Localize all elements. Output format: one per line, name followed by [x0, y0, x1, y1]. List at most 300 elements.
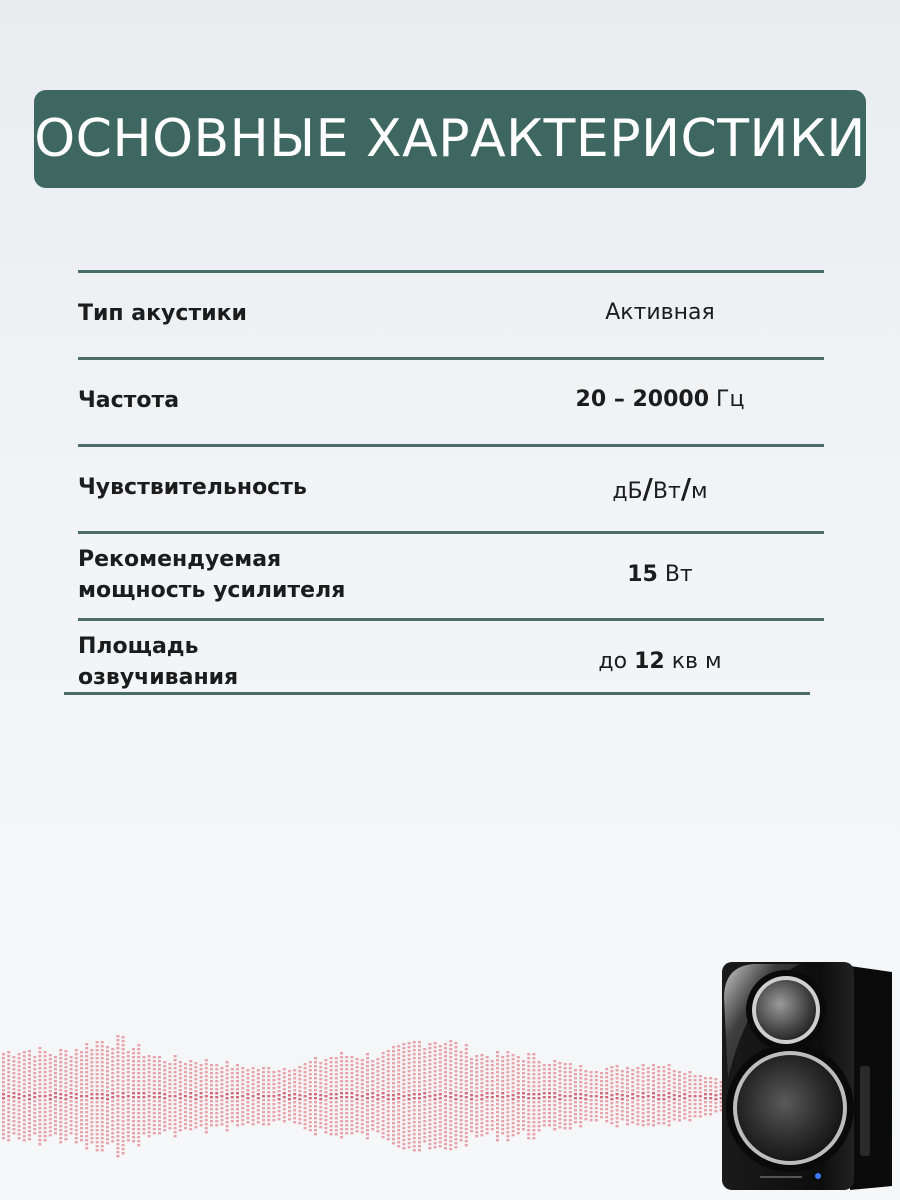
wave-dot	[673, 1082, 676, 1084]
wave-bar	[496, 1051, 499, 1141]
wave-dot	[434, 1122, 437, 1124]
wave-dot	[527, 1137, 530, 1139]
wave-dot	[662, 1070, 665, 1072]
wave-dot	[153, 1068, 156, 1070]
wave-dot	[210, 1072, 213, 1074]
wave-dot	[413, 1073, 416, 1075]
wave-dot	[382, 1072, 385, 1074]
wave-dot	[475, 1087, 478, 1089]
wave-dot	[236, 1096, 239, 1098]
wave-bar	[501, 1056, 504, 1134]
wave-dot	[532, 1053, 535, 1055]
wave-bar	[605, 1068, 608, 1122]
wave-dot	[413, 1085, 416, 1087]
wave-dot	[657, 1074, 660, 1076]
wave-dot	[340, 1056, 343, 1058]
wave-dot	[496, 1107, 499, 1109]
wave-dot	[267, 1095, 270, 1097]
wave-dot	[122, 1036, 125, 1038]
wave-dot	[428, 1139, 431, 1141]
wave-dot	[314, 1057, 317, 1059]
wave-dot	[376, 1126, 379, 1128]
wave-dot	[158, 1112, 161, 1114]
wave-dot	[205, 1071, 208, 1073]
wave-dot	[64, 1130, 67, 1132]
wave-dot	[132, 1048, 135, 1050]
wave-dot	[257, 1097, 260, 1099]
wave-dot	[402, 1051, 405, 1053]
wave-dot	[652, 1064, 655, 1066]
wave-dot	[506, 1091, 509, 1093]
wave-dot	[465, 1060, 468, 1062]
spec-value	[548, 472, 772, 505]
wave-dot	[7, 1063, 10, 1065]
wave-dot	[382, 1068, 385, 1070]
wave-dot	[668, 1100, 671, 1102]
wave-dot	[699, 1115, 702, 1117]
wave-dot	[283, 1112, 286, 1114]
wave-dot	[512, 1074, 515, 1076]
wave-dot	[382, 1060, 385, 1062]
wave-dot	[330, 1113, 333, 1115]
wave-dot	[278, 1094, 281, 1096]
wave-dot	[361, 1127, 364, 1129]
wave-dot	[7, 1107, 10, 1109]
wave-dot	[319, 1106, 322, 1108]
wave-bar	[449, 1040, 452, 1150]
wave-dot	[153, 1056, 156, 1058]
wave-dot	[376, 1122, 379, 1124]
wave-dot	[49, 1078, 52, 1080]
wave-dot	[449, 1140, 452, 1142]
wave-dot	[70, 1092, 73, 1094]
wave-dot	[527, 1133, 530, 1135]
wave-bar	[49, 1054, 52, 1136]
wave-dot	[226, 1125, 229, 1127]
wave-dot	[33, 1124, 36, 1126]
wave-dot	[444, 1135, 447, 1137]
wave-dot	[506, 1083, 509, 1085]
wave-dot	[709, 1077, 712, 1079]
wave-dot	[361, 1091, 364, 1093]
wave-dot	[626, 1083, 629, 1085]
wave-dot	[569, 1099, 572, 1101]
wave-dot	[418, 1133, 421, 1135]
wave-dot	[116, 1115, 119, 1117]
wave-dot	[480, 1118, 483, 1120]
wave-dot	[252, 1123, 255, 1125]
wave-dot	[231, 1084, 234, 1086]
wave-dot	[23, 1063, 26, 1065]
wave-dot	[262, 1099, 265, 1101]
spec-row-area	[78, 631, 838, 695]
wave-dot	[90, 1065, 93, 1067]
wave-dot	[288, 1110, 291, 1112]
wave-dot	[38, 1099, 41, 1101]
wave-dot	[122, 1124, 125, 1126]
wave-dot	[631, 1097, 634, 1099]
wave-dot	[444, 1083, 447, 1085]
wave-dot	[506, 1103, 509, 1105]
wave-dot	[44, 1127, 47, 1129]
wave-dot	[122, 1052, 125, 1054]
wave-dot	[480, 1086, 483, 1088]
wave-bar	[314, 1057, 317, 1135]
wave-dot	[486, 1124, 489, 1126]
wave-dot	[272, 1091, 275, 1093]
wave-dot	[38, 1087, 41, 1089]
wave-dot	[314, 1113, 317, 1115]
wave-dot	[96, 1129, 99, 1131]
wave-dot	[387, 1130, 390, 1132]
wave-dot	[38, 1051, 41, 1053]
wave-dot	[335, 1061, 338, 1063]
wave-dot	[506, 1055, 509, 1057]
wave-dot	[283, 1088, 286, 1090]
wave-dot	[64, 1058, 67, 1060]
wave-dot	[319, 1122, 322, 1124]
wave-dot	[387, 1114, 390, 1116]
wave-dot	[319, 1110, 322, 1112]
wave-dot	[496, 1103, 499, 1105]
wave-dot	[449, 1040, 452, 1042]
wave-dot	[335, 1069, 338, 1071]
wave-dot	[584, 1098, 587, 1100]
wave-dot	[44, 1055, 47, 1057]
wave-dot	[657, 1090, 660, 1092]
wave-dot	[23, 1107, 26, 1109]
wave-dot	[652, 1096, 655, 1098]
wave-dot	[148, 1083, 151, 1085]
wave-dot	[38, 1127, 41, 1129]
wave-dot	[96, 1101, 99, 1103]
wave-dot	[413, 1097, 416, 1099]
wave-dot	[402, 1099, 405, 1101]
wave-dot	[475, 1095, 478, 1097]
wave-dot	[631, 1109, 634, 1111]
wave-dot	[28, 1078, 31, 1080]
wave-dot	[298, 1070, 301, 1072]
wave-dot	[413, 1149, 416, 1151]
wave-dot	[64, 1050, 67, 1052]
spec-value	[548, 562, 772, 587]
wave-dot	[168, 1115, 171, 1117]
spec-row-type	[78, 298, 838, 332]
speaker-brand-mark	[760, 1176, 802, 1178]
wave-dot	[59, 1077, 62, 1079]
wave-dot	[194, 1078, 197, 1080]
wave-dot	[220, 1123, 223, 1125]
wave-dot	[153, 1072, 156, 1074]
wave-dot	[423, 1072, 426, 1074]
wave-bar	[2, 1053, 5, 1139]
wave-dot	[7, 1051, 10, 1053]
wave-dot	[257, 1069, 260, 1071]
wave-dot	[501, 1076, 504, 1078]
wave-dot	[392, 1074, 395, 1076]
wave-dot	[80, 1099, 83, 1101]
wave-dot	[382, 1088, 385, 1090]
wave-dot	[522, 1124, 525, 1126]
wave-dot	[18, 1113, 21, 1115]
wave-dot	[324, 1095, 327, 1097]
wave-dot	[184, 1115, 187, 1117]
wave-dot	[49, 1074, 52, 1076]
wave-dot	[605, 1080, 608, 1082]
wave-dot	[241, 1083, 244, 1085]
wave-dot	[189, 1100, 192, 1102]
spec-label: Тип акустики	[78, 301, 247, 326]
wave-dot	[356, 1106, 359, 1108]
wave-dot	[569, 1091, 572, 1093]
wave-dot	[324, 1119, 327, 1121]
wave-dot	[631, 1121, 634, 1123]
wave-dot	[548, 1124, 551, 1126]
wave-dot	[408, 1134, 411, 1136]
wave-dot	[402, 1127, 405, 1129]
wave-dot	[454, 1118, 457, 1120]
wave-dot	[460, 1059, 463, 1061]
wave-dot	[626, 1091, 629, 1093]
wave-bar	[226, 1061, 229, 1131]
wave-dot	[522, 1108, 525, 1110]
wave-dot	[293, 1105, 296, 1107]
wave-dot	[18, 1081, 21, 1083]
wave-bar	[7, 1051, 10, 1141]
wave-dot	[226, 1089, 229, 1091]
wave-dot	[699, 1107, 702, 1109]
wave-dot	[75, 1121, 78, 1123]
wave-dot	[7, 1111, 10, 1113]
wave-dot	[163, 1069, 166, 1071]
wave-dot	[174, 1071, 177, 1073]
wave-dot	[85, 1079, 88, 1081]
wave-dot	[64, 1074, 67, 1076]
wave-dot	[111, 1092, 114, 1094]
wave-dot	[200, 1072, 203, 1074]
wave-dot	[59, 1117, 62, 1119]
wave-dot	[662, 1098, 665, 1100]
wave-dot	[309, 1077, 312, 1079]
wave-dot	[324, 1087, 327, 1089]
wave-dot	[142, 1100, 145, 1102]
wave-dot	[142, 1120, 145, 1122]
wave-dot	[96, 1133, 99, 1135]
wave-dot	[621, 1082, 624, 1084]
wave-dot	[200, 1076, 203, 1078]
wave-dot	[231, 1116, 234, 1118]
wave-dot	[662, 1106, 665, 1108]
wave-dot	[382, 1136, 385, 1138]
wave-dot	[231, 1092, 234, 1094]
wave-dot	[543, 1072, 546, 1074]
wave-dot	[2, 1105, 5, 1107]
wave-dot	[444, 1119, 447, 1121]
wave-dot	[158, 1080, 161, 1082]
wave-dot	[101, 1089, 104, 1091]
wave-dot	[75, 1133, 78, 1135]
wave-dot	[376, 1074, 379, 1076]
wave-dot	[668, 1120, 671, 1122]
wave-dot	[298, 1118, 301, 1120]
wave-dot	[486, 1092, 489, 1094]
wave-dot	[179, 1113, 182, 1115]
wave-dot	[668, 1084, 671, 1086]
wave-dot	[174, 1095, 177, 1097]
wave-dot	[189, 1080, 192, 1082]
wave-dot	[330, 1109, 333, 1111]
wave-dot	[127, 1071, 130, 1073]
wave-dot	[397, 1141, 400, 1143]
wave-dot	[501, 1096, 504, 1098]
wave-dot	[54, 1060, 57, 1062]
wave-dot	[366, 1057, 369, 1059]
wave-dot	[184, 1087, 187, 1089]
wave-dot	[278, 1118, 281, 1120]
wave-dot	[252, 1079, 255, 1081]
wave-dot	[18, 1105, 21, 1107]
wave-dot	[116, 1091, 119, 1093]
wave-dot	[652, 1112, 655, 1114]
wave-dot	[85, 1127, 88, 1129]
wave-dot	[179, 1065, 182, 1067]
wave-dot	[350, 1108, 353, 1110]
wave-dot	[465, 1112, 468, 1114]
wave-dot	[678, 1071, 681, 1073]
wave-bar	[44, 1051, 47, 1141]
wave-bar	[33, 1056, 36, 1134]
wave-dot	[90, 1109, 93, 1111]
wave-dot	[194, 1126, 197, 1128]
wave-dot	[96, 1049, 99, 1051]
wave-dot	[595, 1071, 598, 1073]
wave-dot	[324, 1103, 327, 1105]
wave-dot	[428, 1111, 431, 1113]
wave-dot	[179, 1101, 182, 1103]
wave-dot	[38, 1135, 41, 1137]
wave-bar	[309, 1061, 312, 1131]
wave-dot	[434, 1078, 437, 1080]
wave-dot	[23, 1131, 26, 1133]
wave-dot	[330, 1105, 333, 1107]
wave-dot	[70, 1132, 73, 1134]
wave-dot	[636, 1111, 639, 1113]
wave-dot	[59, 1073, 62, 1075]
wave-dot	[678, 1091, 681, 1093]
wave-dot	[345, 1104, 348, 1106]
wave-dot	[642, 1096, 645, 1098]
wave-dot	[220, 1099, 223, 1101]
spec-row-sensitivity	[78, 472, 838, 506]
wave-dot	[163, 1073, 166, 1075]
wave-dot	[194, 1114, 197, 1116]
wave-dot	[49, 1118, 52, 1120]
wave-dot	[569, 1119, 572, 1121]
wave-dot	[631, 1073, 634, 1075]
wave-dot	[564, 1087, 567, 1089]
wave-dot	[548, 1100, 551, 1102]
wave-dot	[200, 1068, 203, 1070]
wave-dot	[231, 1088, 234, 1090]
wave-dot	[330, 1061, 333, 1063]
wave-dot	[709, 1109, 712, 1111]
wave-dot	[434, 1146, 437, 1148]
wave-dot	[231, 1096, 234, 1098]
wave-dot	[90, 1117, 93, 1119]
wave-dot	[309, 1101, 312, 1103]
wave-dot	[122, 1096, 125, 1098]
wave-bar	[532, 1053, 535, 1139]
wave-dot	[80, 1123, 83, 1125]
wave-dot	[148, 1071, 151, 1073]
wave-dot	[480, 1134, 483, 1136]
wave-dot	[356, 1102, 359, 1104]
wave-dot	[28, 1106, 31, 1108]
wave-dot	[309, 1113, 312, 1115]
wave-dot	[527, 1113, 530, 1115]
wave-dot	[413, 1093, 416, 1095]
wave-dot	[272, 1119, 275, 1121]
wave-dot	[449, 1068, 452, 1070]
wave-dot	[288, 1090, 291, 1092]
wave-dot	[49, 1086, 52, 1088]
wave-dot	[23, 1115, 26, 1117]
wave-dot	[137, 1104, 140, 1106]
wave-dot	[174, 1083, 177, 1085]
wave-bar	[465, 1044, 468, 1146]
wave-dot	[418, 1041, 421, 1043]
wave-dot	[402, 1095, 405, 1097]
wave-dot	[605, 1092, 608, 1094]
wave-dot	[106, 1078, 109, 1080]
wave-dot	[49, 1102, 52, 1104]
wave-dot	[454, 1078, 457, 1080]
wave-dot	[512, 1106, 515, 1108]
wave-bar	[584, 1070, 587, 1120]
wave-dot	[662, 1074, 665, 1076]
wave-dot	[2, 1061, 5, 1063]
wave-dot	[252, 1083, 255, 1085]
wave-dot	[122, 1040, 125, 1042]
wave-dot	[101, 1141, 104, 1143]
wave-dot	[428, 1087, 431, 1089]
wave-dot	[626, 1087, 629, 1089]
wave-dot	[616, 1101, 619, 1103]
wave-dot	[33, 1100, 36, 1102]
wave-dot	[96, 1105, 99, 1107]
wave-dot	[49, 1062, 52, 1064]
wave-dot	[621, 1090, 624, 1092]
wave-dot	[96, 1073, 99, 1075]
wave-dot	[418, 1077, 421, 1079]
wave-dot	[579, 1113, 582, 1115]
wave-dot	[267, 1083, 270, 1085]
wave-dot	[137, 1052, 140, 1054]
wave-dot	[569, 1127, 572, 1129]
wave-dot	[418, 1101, 421, 1103]
wave-dot	[106, 1110, 109, 1112]
wave-dot	[335, 1117, 338, 1119]
wave-dot	[350, 1128, 353, 1130]
wave-dot	[226, 1085, 229, 1087]
wave-bar	[298, 1066, 301, 1124]
wave-dot	[220, 1071, 223, 1073]
wave-dot	[569, 1123, 572, 1125]
wave-dot	[158, 1104, 161, 1106]
wave-dot	[678, 1119, 681, 1121]
wave-bar	[699, 1075, 702, 1117]
wave-dot	[314, 1133, 317, 1135]
